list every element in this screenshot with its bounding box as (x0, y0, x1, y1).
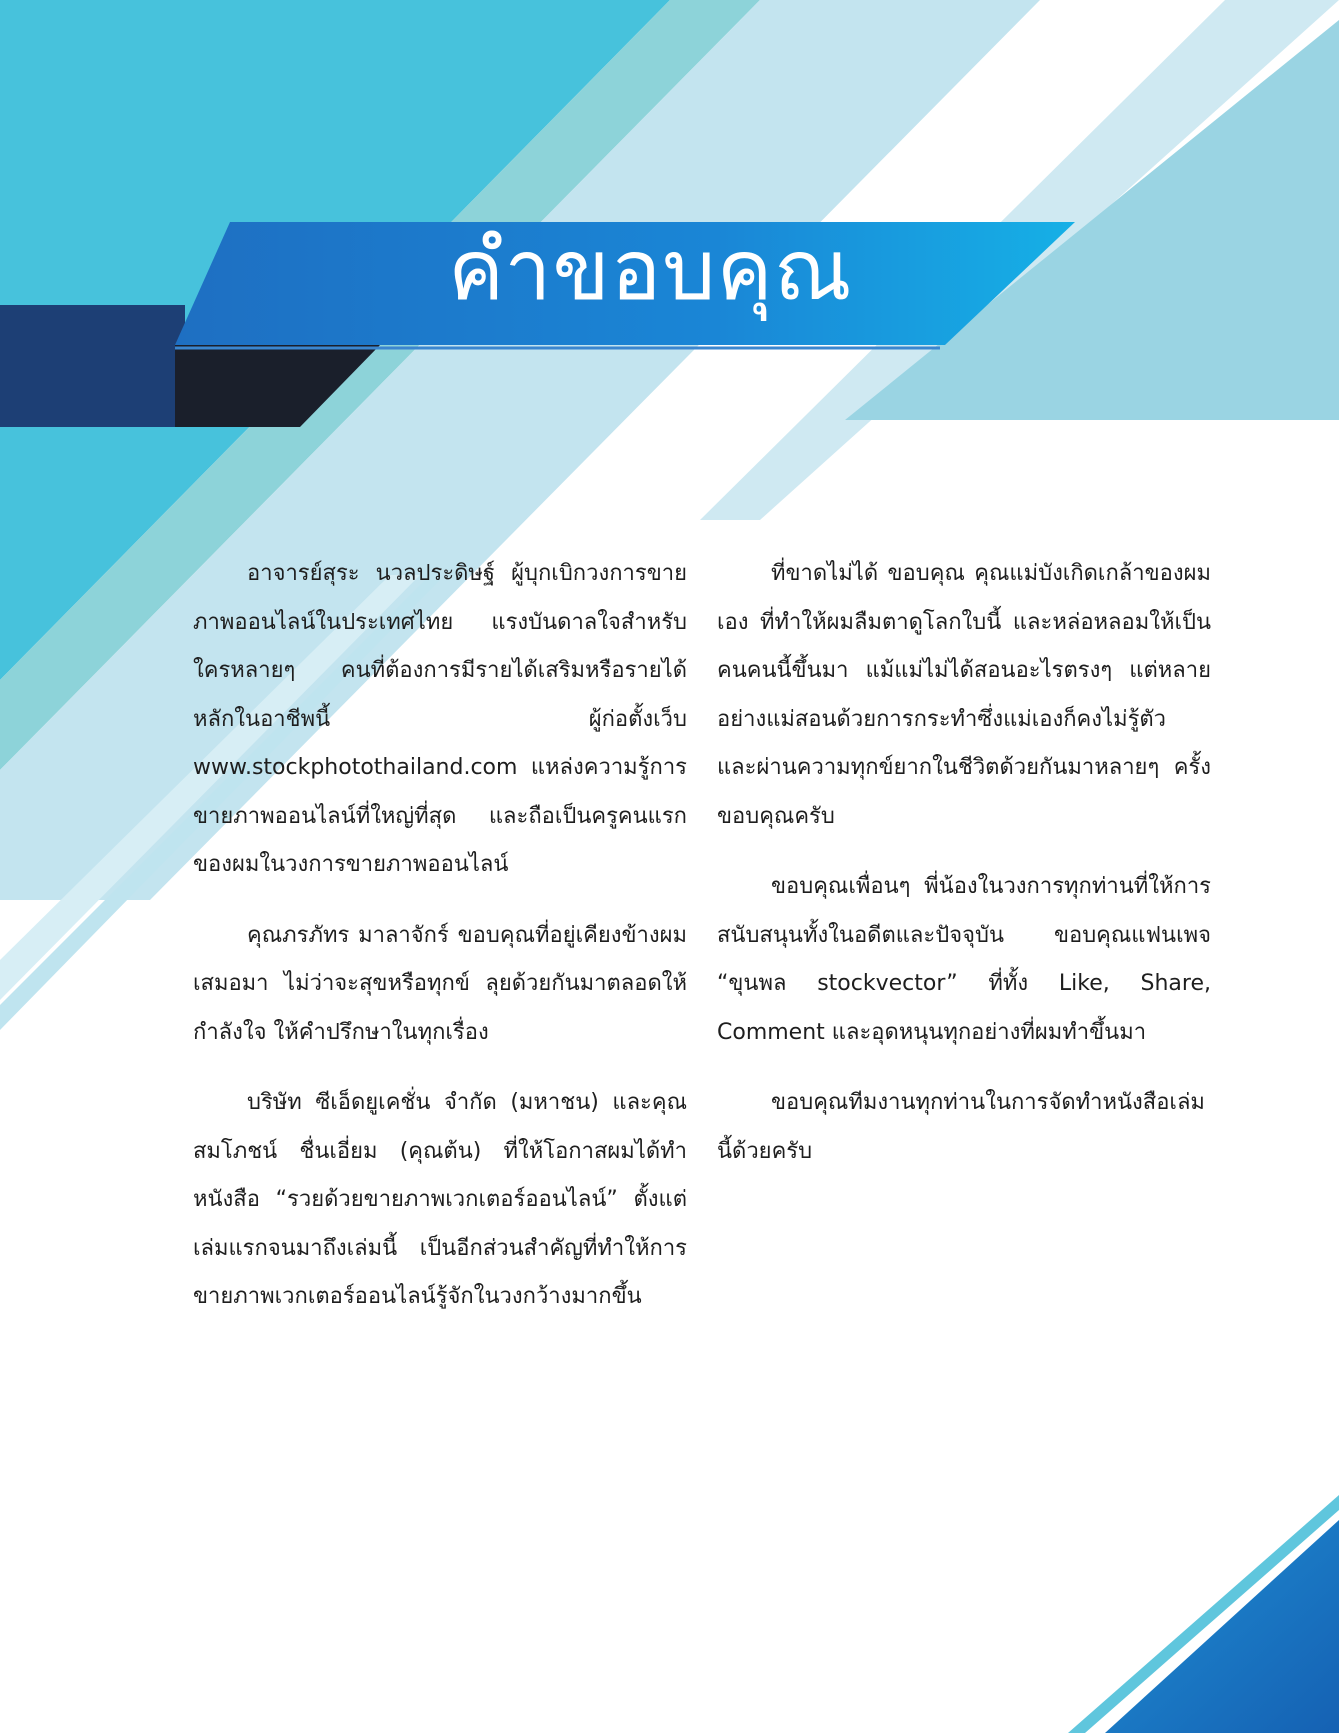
corner-fill (1105, 1520, 1339, 1733)
paragraph: ที่ขาดไม่ได้ ขอบคุณ คุณแม่บังเกิดเกล้าของผมเอง ที่ทำให้ผมลืมตาดูโลกใบนี้ และหล่อหลอมให้เป็นคนคนนี้ขึ้นมา แม้แม่ไม่ได้สอนอะไรตรงๆ แต่หลายอย่างแม่สอนด้วยการกระทำซึ่งแม่เองก็คงไม่รู้ตัว และผ่านความทุกข์ยากในชีวิตด้วยกันมาหลายๆ ครั้ง ขอบคุณครับ (717, 561, 1211, 829)
navy-block (0, 305, 185, 427)
paragraph: บริษัท ซีเอ็ดยูเคชั่น จำกัด (มหาชน) และคุณสมโภชน์ ชื่นเอี่ยม (คุณต้น) ที่ให้โอกาสผมได้ทำหนังสือ “รวยด้วยขายภาพเวกเตอร์ออนไลน์” ตั้งแต่เล่มแรกจนมาถึงเล่มนี้ เป็นอีกส่วนสำคัญที่ทำให้การขายภาพเวกเตอร์ออนไลน์รู้จักในวงกว้างมากขึ้น (193, 1090, 687, 1309)
paragraph: ขอบคุณเพื่อนๆ พี่น้องในวงการทุกท่านที่ให้การสนับสนุนทั้งในอดีตและปัจจุบัน ขอบคุณแฟนเพจ “ขุนพล stockvector” ที่ทั้ง Like, Share, Comment และอุดหนุนทุกอย่างที่ผมทำขึ้นมา (717, 874, 1211, 1045)
right-column (717, 550, 1211, 1198)
paragraph: ขอบคุณทีมงานทุกท่านในการจัดทำหนังสือเล่มนี้ด้วยครับ (717, 1090, 1205, 1164)
paragraph: คุณภรภัทร มาลาจักร์ ขอบคุณที่อยู่เคียงข้างผมเสมอมา ไม่ว่าจะสุขหรือทุกข์ ลุยด้วยกันมาตลอดให้กำลังใจ ให้คำปรึกษาในทุกเรื่อง (193, 922, 687, 1045)
paragraph: อาจารย์สุระ นวลประดิษฐ์ ผู้บุกเบิกวงการขายภาพออนไลน์ในประเทศไทย แรงบันดาลใจสำหรับใครหลายๆ คนที่ต้องการมีรายได้เสริมหรือรายได้หลักในอาชีพนี้ ผู้ก่อตั้งเว็บ www.stockphotothailand.com แหล่งความรู้การขายภาพออนไลน์ที่ใหญ่ที่สุด และถือเป็นครูคนแรกของผมในวงการขายภาพออนไลน์ (193, 561, 687, 877)
page-title: คำขอบคุณ (448, 221, 853, 319)
left-column (193, 550, 687, 1344)
